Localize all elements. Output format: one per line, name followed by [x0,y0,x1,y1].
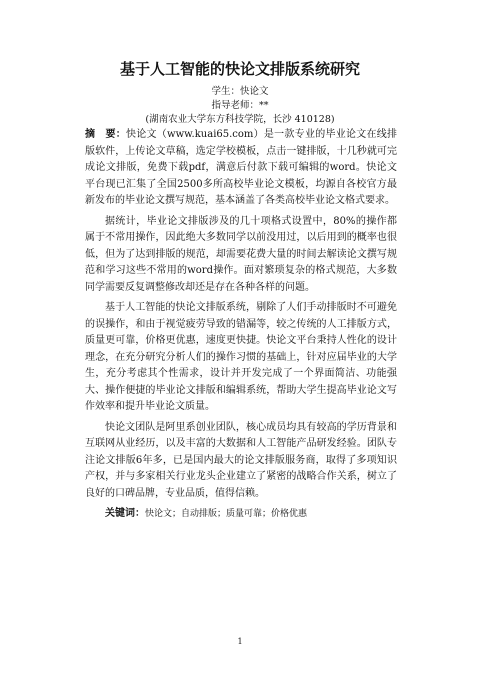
page-number: 1 [237,637,243,646]
keywords [85,506,397,523]
abstract-text: 快论文（www.kuai65.com）是一款专业的毕业论文在线排版软件，上传论文草稿，选定学校模板，点击一键排版，十几秒就可完成论文排版，免费下载pdf，满意后付款下载可编辑的word。快论文平台现已汇集了全国2500多所高校毕业论文模板，均源自各校官方最新发布的毕业论文撰写规范，基本涵盖了各类高校毕业论文格式要求。 [85,129,397,206]
affiliation-line: (湖南农业大学东方科技学院，长沙 410128) [145,114,335,125]
paper-body [85,127,397,527]
student-line: 学生：快论文 [211,86,269,97]
body-paragraph-2: 基于人工智能的快论文排版系统，剔除了人们手动排版时不可避免的误操作，和由于视觉疲劳导致的错漏等，较之传统的人工排版方式，质量更可靠，价格更优惠，速度更快捷。快论文平台秉持人性化的设计理念，在充分研究分析人们的操作习惯的基础上，针对应届毕业的大学生，充分考虑其个性需求，设计并开发完成了一个界面简洁、功能强大、操作便捷的毕业论文排版和编辑系统，帮助大学生提高毕业论文写作效率和提升毕业论文质量。 [85,302,397,412]
body-paragraph-3: 快论文团队是阿里系创业团队，核心成员均具有较高的学历背景和互联网从业经历，以及丰富的大数据和人工智能产品研发经验。团队专注论文排版6年多，已是国内最大的论文排版服务商，取得了多项知识产权，并与多家相关行业龙头企业建立了紧密的战略合作关系，树立了良好的口碑品牌，专业品质，值得信赖。 [85,421,397,499]
body-paragraph-1: 据统计，毕业论文排版涉及的几十项格式设置中，80%的操作都属于不常用操作，因此绝大多数同学以前没用过，以后用到的概率也很低，但为了达到排版的规范，却需要花费大量的时间去解读论文撰写规范和学习这些不常用的word操作。面对繁琐复杂的格式规范，大多数同学需要反复调整修改却还是存在各种各样的问题。 [85,215,397,293]
abstract-label: 摘 要： [85,129,127,140]
advisor-line: 指导老师：** [211,100,269,111]
keywords-label: 关键词： [105,508,145,519]
keywords-text: 快论文；自动排版；质量可靠；价格优惠 [145,509,308,519]
paper-title: 基于人工智能的快论文排版系统研究 [119,60,360,78]
abstract [85,127,397,210]
